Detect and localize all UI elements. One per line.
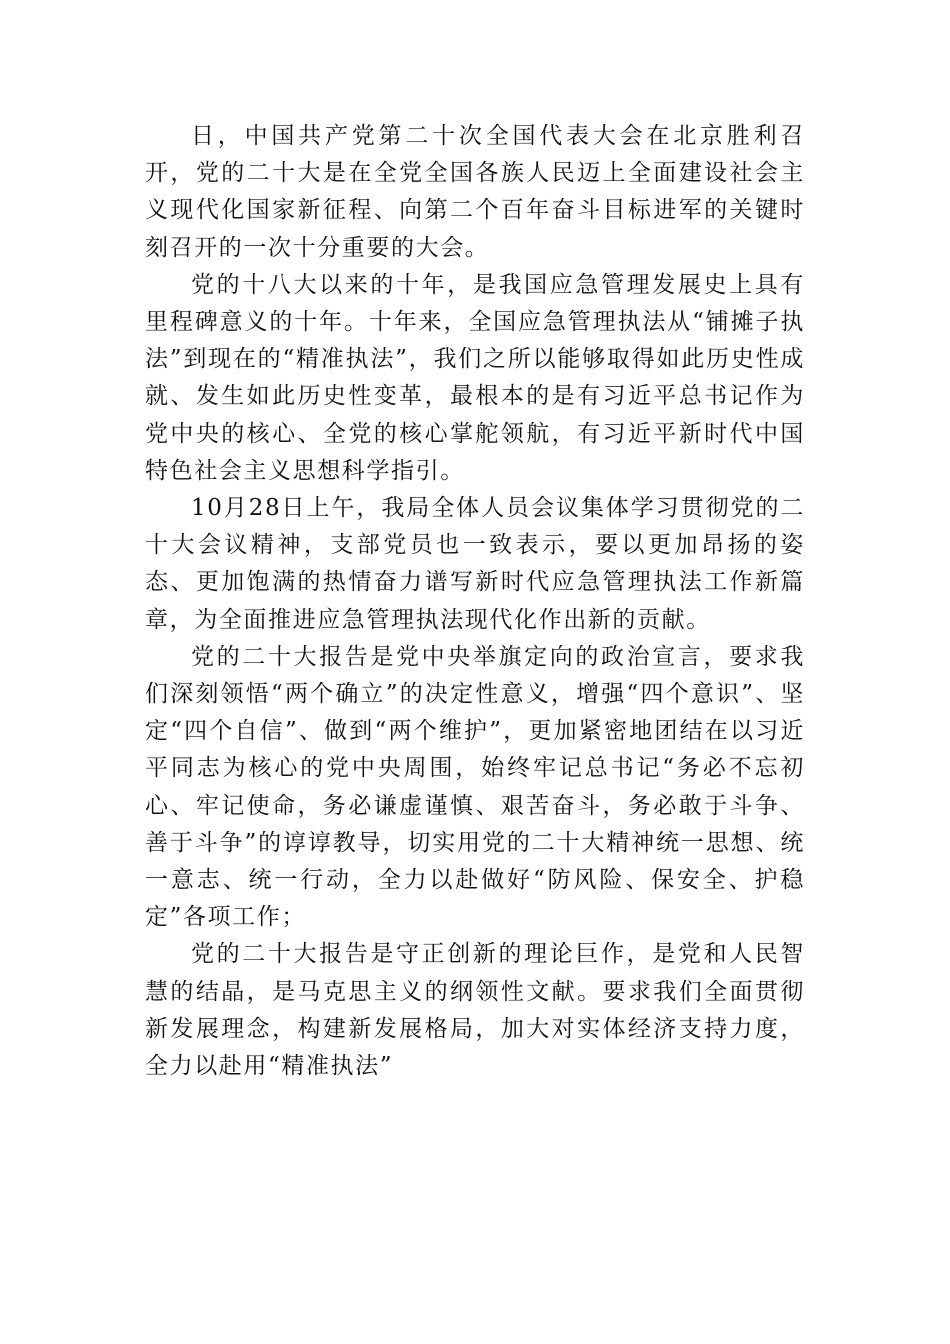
paragraph-2: 党的十八大以来的十年，是我国应急管理发展史上具有里程碑意义的十年。十年来，全国应急管理执法从“铺摊子执法”到现在的“精准执法”，我们之所以能够取得如此历史性成就、发生如此历史性变革，最根本的是有习近平总书记作为党中央的核心、全党的核心掌舵领航，有习近平新时代中国特色社会主义思想科学指引。 bbox=[145, 271, 805, 484]
paragraph-5: 党的二十大报告是守正创新的理论巨作，是党和人民智慧的结晶，是马克思主义的纲领性文献。要求我们全面贯彻新发展理念，构建新发展格局，加大对实体经济支持力度，全力以赴用“精准执法” bbox=[145, 941, 805, 1080]
paragraph-1: 日，中国共产党第二十次全国代表大会在北京胜利召开，党的二十大是在全党全国各族人民迈上全面建设社会主义现代化国家新征程、向第二个百年奋斗目标进军的关键时刻召开的一次十分重要的大会。 bbox=[145, 123, 805, 261]
document-body bbox=[145, 118, 805, 1085]
paragraph-4: 党的二十大报告是党中央举旗定向的政治宣言，要求我们深刻领悟“两个确立”的决定性意义，增强“四个意识”、坚定“四个自信”、做到“两个维护”，更加紧密地团结在以习近平同志为核心的党中央周围，始终牢记总书记“务必不忘初心、牢记使命，务必谦虚谨慎、艰苦奋斗，务必敢于斗争、善于斗争”的谆谆教导，切实用党的二十大精神统一思想、统一意志、统一行动，全力以赴做好“防风险、保安全、护稳定”各项工作； bbox=[145, 643, 805, 931]
paragraph-3: 10月28日上午，我局全体人员会议集体学习贯彻党的二十大会议精神，支部党员也一致表示，要以更加昂扬的姿态、更加饱满的热情奋力谱写新时代应急管理执法工作新篇章，为全面推进应急管理执法现代化作出新的贡献。 bbox=[145, 495, 805, 633]
